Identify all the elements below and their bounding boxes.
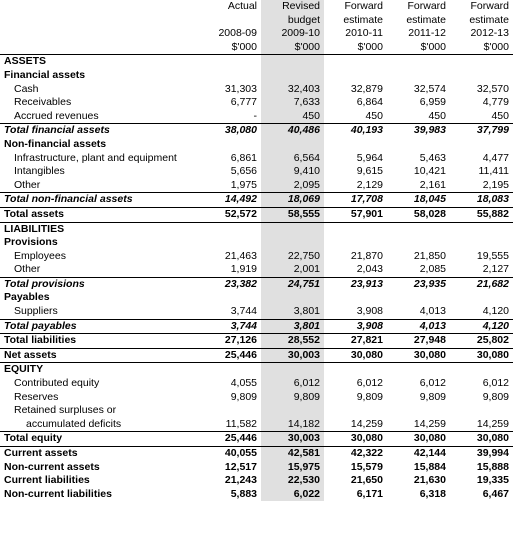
table-row bbox=[0, 263, 513, 277]
row-label: Intangibles bbox=[14, 165, 65, 178]
row-value: 9,809 bbox=[419, 390, 446, 403]
table-row bbox=[0, 152, 513, 166]
row-value: 39,983 bbox=[387, 124, 450, 138]
row-value: 22,530 bbox=[261, 474, 324, 488]
table-row bbox=[0, 138, 513, 152]
row-value bbox=[198, 236, 261, 250]
header-row bbox=[0, 0, 513, 14]
row-value bbox=[198, 69, 261, 83]
row-value bbox=[261, 236, 324, 250]
row-value: 57,901 bbox=[324, 207, 387, 222]
row-value: 30,080 bbox=[387, 348, 450, 363]
table-row bbox=[0, 55, 513, 69]
row-value: 55,882 bbox=[450, 207, 513, 222]
row-label: Payables bbox=[4, 291, 50, 304]
row-value: 5,964 bbox=[356, 151, 383, 164]
row-value: 52,572 bbox=[198, 207, 261, 222]
row-value: 21,850 bbox=[413, 249, 446, 262]
table-row bbox=[0, 461, 513, 475]
row-label: Other bbox=[14, 178, 41, 191]
table-row bbox=[0, 83, 513, 97]
row-value: 2,095 bbox=[261, 179, 324, 193]
row-value bbox=[387, 69, 450, 83]
row-value: 27,821 bbox=[324, 334, 387, 349]
row-label: accumulated deficits bbox=[26, 417, 122, 430]
row-value: 32,879 bbox=[350, 82, 383, 95]
row-value: 22,750 bbox=[261, 250, 324, 264]
row-value: 32,570 bbox=[476, 82, 509, 95]
table-row bbox=[0, 348, 513, 363]
row-value: 2,129 bbox=[356, 178, 383, 191]
row-value bbox=[261, 291, 324, 305]
row-value: 40,193 bbox=[324, 124, 387, 138]
table-row bbox=[0, 334, 513, 349]
row-label: Current liabilities bbox=[4, 474, 90, 487]
row-value: 19,335 bbox=[476, 474, 509, 487]
row-value: 58,555 bbox=[261, 207, 324, 222]
row-value: 23,382 bbox=[198, 277, 261, 291]
row-value bbox=[198, 55, 261, 69]
row-value bbox=[324, 69, 387, 83]
header-cell: estimate bbox=[343, 13, 383, 26]
row-value: 2,001 bbox=[261, 263, 324, 277]
row-value: 4,477 bbox=[482, 151, 509, 164]
row-value bbox=[450, 363, 513, 377]
row-value bbox=[261, 222, 324, 236]
header-label-cell bbox=[0, 41, 198, 55]
table-row bbox=[0, 432, 513, 447]
header-cell: Forward bbox=[407, 0, 446, 12]
row-value bbox=[387, 222, 450, 236]
row-value bbox=[387, 404, 450, 418]
row-value: 4,013 bbox=[387, 319, 450, 334]
row-label: Employees bbox=[14, 249, 66, 262]
row-value bbox=[387, 138, 450, 152]
row-value: 7,633 bbox=[261, 96, 324, 110]
row-value: 450 bbox=[261, 110, 324, 124]
table-row bbox=[0, 363, 513, 377]
row-value: 14,259 bbox=[413, 417, 446, 430]
row-value bbox=[261, 55, 324, 69]
header-cell: $'000 bbox=[450, 41, 513, 55]
row-value: 3,801 bbox=[261, 305, 324, 319]
header-label-cell bbox=[0, 14, 198, 28]
row-value: 32,574 bbox=[413, 82, 446, 95]
header-cell: Revised bbox=[261, 0, 324, 14]
row-label: EQUITY bbox=[4, 363, 44, 376]
row-value: 6,959 bbox=[419, 96, 446, 109]
row-value: 21,243 bbox=[224, 474, 257, 487]
row-value: 9,809 bbox=[230, 390, 257, 403]
row-value bbox=[324, 291, 387, 305]
row-value: 6,777 bbox=[230, 96, 257, 109]
row-value: 19,555 bbox=[476, 249, 509, 262]
row-value bbox=[450, 55, 513, 69]
row-value bbox=[324, 404, 387, 418]
row-value bbox=[324, 138, 387, 152]
row-value: 14,492 bbox=[198, 193, 261, 208]
table-row bbox=[0, 418, 513, 432]
header-cell: Forward bbox=[470, 0, 509, 12]
row-value: 21,463 bbox=[224, 249, 257, 262]
row-label: Total non-financial assets bbox=[0, 193, 198, 208]
row-value: 40,055 bbox=[224, 447, 257, 459]
row-label: Total financial assets bbox=[0, 124, 198, 138]
row-value: 2,161 bbox=[419, 178, 446, 191]
table-row bbox=[0, 236, 513, 250]
row-value bbox=[324, 222, 387, 236]
row-value: 3,801 bbox=[261, 319, 324, 334]
table-row bbox=[0, 377, 513, 391]
row-value: 2,043 bbox=[356, 263, 383, 276]
row-value: 37,799 bbox=[450, 124, 513, 138]
row-label: Contributed equity bbox=[14, 377, 100, 390]
row-value: 6,012 bbox=[482, 377, 509, 390]
row-value: 11,411 bbox=[478, 165, 509, 178]
row-label: Total provisions bbox=[0, 277, 198, 291]
row-value bbox=[198, 363, 261, 377]
row-value bbox=[450, 222, 513, 236]
table-row bbox=[0, 250, 513, 264]
header-label-cell bbox=[0, 27, 198, 41]
table-row bbox=[0, 110, 513, 124]
header-cell: estimate bbox=[469, 13, 509, 26]
table-row bbox=[0, 319, 513, 334]
row-value: 15,888 bbox=[476, 460, 509, 473]
row-value: 14,259 bbox=[476, 417, 509, 430]
header-cell: 2012-13 bbox=[470, 27, 509, 40]
table-row bbox=[0, 179, 513, 193]
row-value: 25,446 bbox=[198, 348, 261, 363]
row-value bbox=[450, 69, 513, 83]
row-value: 6,564 bbox=[261, 152, 324, 166]
row-value: 4,013 bbox=[419, 305, 446, 318]
row-value: 30,080 bbox=[324, 348, 387, 363]
row-value: 25,802 bbox=[450, 334, 513, 349]
row-value: 9,809 bbox=[356, 390, 383, 403]
header-cell: $'000 bbox=[198, 41, 261, 55]
row-value: 30,080 bbox=[450, 432, 513, 447]
row-value: 30,003 bbox=[261, 348, 324, 363]
table-row bbox=[0, 96, 513, 110]
row-value: 21,630 bbox=[413, 474, 446, 487]
row-label: Non-current assets bbox=[4, 460, 100, 473]
row-value: 14,182 bbox=[261, 418, 324, 432]
row-value: 38,080 bbox=[198, 124, 261, 138]
header-row bbox=[0, 14, 513, 28]
row-value: 15,579 bbox=[350, 460, 383, 473]
row-value: 11,582 bbox=[225, 417, 257, 430]
row-value bbox=[450, 404, 513, 418]
row-value: 27,948 bbox=[387, 334, 450, 349]
row-value: 6,864 bbox=[356, 96, 383, 109]
row-value: 4,120 bbox=[482, 305, 509, 318]
table-row bbox=[0, 291, 513, 305]
row-value bbox=[198, 404, 261, 418]
row-value bbox=[387, 236, 450, 250]
header-cell: $'000 bbox=[387, 41, 450, 55]
table-row bbox=[0, 193, 513, 208]
row-label: Total liabilities bbox=[0, 334, 198, 349]
row-value: 21,870 bbox=[350, 249, 383, 262]
row-label: Total assets bbox=[0, 207, 198, 222]
row-value: 32,403 bbox=[261, 83, 324, 97]
row-value: 4,779 bbox=[482, 96, 509, 109]
table-row bbox=[0, 474, 513, 488]
table-row bbox=[0, 447, 513, 461]
table-row bbox=[0, 222, 513, 236]
header-cell: budget bbox=[261, 14, 324, 28]
row-label: Financial assets bbox=[4, 68, 86, 81]
row-value bbox=[450, 236, 513, 250]
header-row bbox=[0, 41, 513, 55]
row-value: 5,656 bbox=[230, 165, 257, 178]
table-row bbox=[0, 124, 513, 138]
row-value: 15,975 bbox=[261, 461, 324, 475]
row-value: 2,085 bbox=[419, 263, 446, 276]
header-row bbox=[0, 27, 513, 41]
row-value: 28,552 bbox=[261, 334, 324, 349]
row-label: ASSETS bbox=[4, 55, 47, 68]
row-value: 9,615 bbox=[356, 165, 383, 178]
row-label: Total equity bbox=[0, 432, 198, 447]
row-value: 6,171 bbox=[356, 487, 383, 500]
row-label: Infrastructure, plant and equipment bbox=[14, 151, 177, 164]
row-value: 3,744 bbox=[198, 319, 261, 334]
row-value: 21,650 bbox=[350, 474, 383, 487]
row-value: 42,322 bbox=[350, 447, 383, 459]
row-value: 1,919 bbox=[230, 263, 257, 276]
header-cell: 2011-12 bbox=[408, 27, 446, 40]
row-value: 3,908 bbox=[356, 305, 383, 318]
row-label: Reserves bbox=[14, 390, 59, 403]
row-label: Cash bbox=[14, 82, 39, 95]
row-value: 6,467 bbox=[482, 487, 509, 500]
table-row bbox=[0, 207, 513, 222]
row-value: 3,744 bbox=[230, 305, 257, 318]
header-label-cell bbox=[0, 0, 198, 14]
row-value: 14,259 bbox=[350, 417, 383, 430]
row-value: 30,080 bbox=[387, 432, 450, 447]
row-value: 10,421 bbox=[413, 165, 446, 178]
row-value bbox=[261, 138, 324, 152]
row-value: 4,120 bbox=[450, 319, 513, 334]
row-value: 9,809 bbox=[482, 390, 509, 403]
row-label: Total payables bbox=[0, 319, 198, 334]
row-value bbox=[450, 291, 513, 305]
row-value bbox=[324, 55, 387, 69]
row-value: 450 bbox=[365, 109, 383, 122]
table-row bbox=[0, 277, 513, 291]
header-cell: $'000 bbox=[261, 41, 324, 55]
row-value: 18,083 bbox=[450, 193, 513, 208]
row-value: 450 bbox=[491, 109, 509, 122]
row-value: 40,486 bbox=[261, 124, 324, 138]
row-value bbox=[450, 138, 513, 152]
header-cell bbox=[198, 14, 261, 28]
header-cell: Actual bbox=[227, 0, 257, 12]
header-cell: Forward bbox=[344, 0, 383, 12]
row-value: 2,195 bbox=[482, 178, 509, 191]
row-value bbox=[198, 138, 261, 152]
row-value: 17,708 bbox=[324, 193, 387, 208]
row-value: 6,861 bbox=[230, 151, 257, 164]
row-label: Non-financial assets bbox=[4, 137, 107, 150]
table-row bbox=[0, 69, 513, 83]
row-value: 6,022 bbox=[261, 488, 324, 502]
row-value: 30,003 bbox=[261, 432, 324, 447]
row-value: 30,080 bbox=[324, 432, 387, 447]
table-row bbox=[0, 165, 513, 179]
row-value: 3,908 bbox=[324, 319, 387, 334]
row-value: 2,127 bbox=[482, 263, 509, 276]
header-cell: $'000 bbox=[324, 41, 387, 55]
table-row bbox=[0, 488, 513, 502]
row-value: 25,446 bbox=[198, 432, 261, 447]
row-label: Net assets bbox=[0, 348, 198, 363]
row-value: 18,045 bbox=[387, 193, 450, 208]
row-value: 23,935 bbox=[387, 277, 450, 291]
row-value: 6,012 bbox=[356, 377, 383, 390]
row-value: 58,028 bbox=[387, 207, 450, 222]
header-cell: 2008-09 bbox=[218, 27, 257, 40]
row-value: 4,055 bbox=[230, 377, 257, 390]
row-label: Retained surpluses or bbox=[14, 404, 117, 417]
table-row bbox=[0, 391, 513, 405]
row-label: Non-current liabilities bbox=[4, 487, 112, 500]
row-value: 30,080 bbox=[450, 348, 513, 363]
row-value: 23,913 bbox=[324, 277, 387, 291]
row-value bbox=[387, 55, 450, 69]
row-value: 6,318 bbox=[419, 487, 446, 500]
row-label: Suppliers bbox=[14, 305, 58, 318]
table-row bbox=[0, 404, 513, 418]
row-value bbox=[324, 363, 387, 377]
row-label: Provisions bbox=[4, 236, 58, 249]
row-value: - bbox=[253, 109, 257, 122]
row-value: 5,883 bbox=[230, 487, 257, 500]
row-value bbox=[198, 291, 261, 305]
header-cell: 2009-10 bbox=[261, 27, 324, 41]
row-value: 18,069 bbox=[261, 193, 324, 208]
row-value: 42,144 bbox=[413, 447, 446, 459]
row-value bbox=[198, 222, 261, 236]
row-value bbox=[261, 363, 324, 377]
row-value: 15,884 bbox=[413, 460, 446, 473]
row-value: 1,975 bbox=[230, 178, 257, 191]
row-value: 6,012 bbox=[419, 377, 446, 390]
row-label: Receivables bbox=[14, 96, 72, 109]
row-label: Other bbox=[14, 263, 41, 276]
row-value: 39,994 bbox=[476, 447, 509, 459]
row-value bbox=[261, 69, 324, 83]
row-value: 31,303 bbox=[224, 82, 257, 95]
row-value: 6,012 bbox=[261, 377, 324, 391]
row-value: 9,809 bbox=[261, 391, 324, 405]
row-value: 27,126 bbox=[198, 334, 261, 349]
row-value: 5,463 bbox=[419, 151, 446, 164]
row-label: Accrued revenues bbox=[14, 109, 99, 122]
row-value bbox=[387, 291, 450, 305]
row-value: 21,682 bbox=[450, 277, 513, 291]
row-value bbox=[324, 236, 387, 250]
row-value: 24,751 bbox=[261, 277, 324, 291]
header-cell: estimate bbox=[406, 13, 446, 26]
row-value bbox=[261, 404, 324, 418]
row-label: LIABILITIES bbox=[4, 222, 65, 235]
row-value bbox=[387, 363, 450, 377]
row-value: 42,581 bbox=[261, 447, 324, 461]
row-value: 450 bbox=[428, 109, 446, 122]
table-row bbox=[0, 305, 513, 319]
row-label: Current assets bbox=[4, 447, 78, 459]
row-value: 9,410 bbox=[261, 165, 324, 179]
header-cell: 2010-11 bbox=[345, 27, 383, 40]
row-value: 12,517 bbox=[224, 460, 257, 473]
